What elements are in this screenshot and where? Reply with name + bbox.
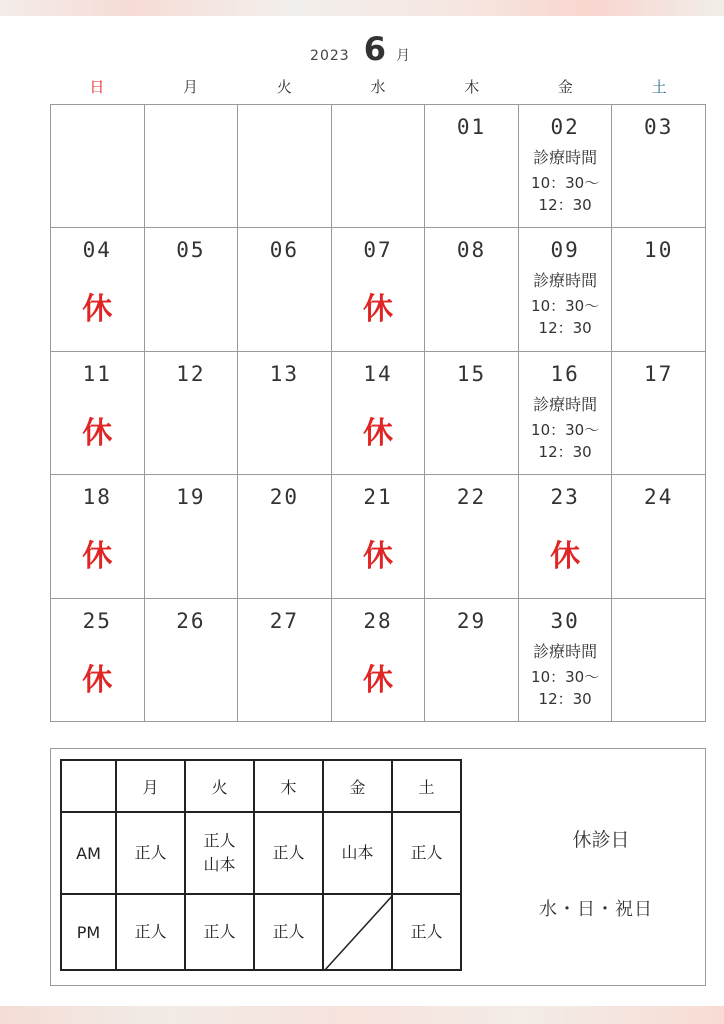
closed-days-title: 休診日 [572,829,630,851]
calendar-day-cell [612,599,706,722]
calendar-day-cell [145,352,239,475]
calendar-day-cell [238,105,332,228]
calendar-day-cell [332,105,426,228]
schedule-doctor-cell: 正人 [392,894,461,970]
day-number: 25 [82,608,112,633]
calendar-title [0,30,724,68]
schedule-doctor-cell: 正人 [254,894,323,970]
schedule-closed-slot [323,894,392,970]
calendar-day-cell [612,105,706,228]
closed-mark: 休 [550,539,581,575]
year-label: 2023 [310,48,350,64]
schedule-day-header: 火 [185,760,254,812]
calendar-day-cell [519,475,613,598]
calendar-day-cell [238,599,332,722]
calendar-day-cell [425,352,519,475]
day-number: 01 [456,115,487,139]
closed-mark: 休 [82,539,113,575]
closed-mark: 休 [362,539,393,575]
closed-mark: 休 [82,662,113,698]
day-number: 17 [644,361,674,386]
day-number: 30 [550,608,580,633]
day-number: 29 [456,608,487,633]
consultation-hours-label: 診療時間 [533,271,598,291]
doctor-schedule-table [60,759,462,971]
schedule-doctor-cell: 正人 [185,894,254,970]
closed-mark: 休 [362,292,393,328]
calendar-day-cell [425,105,519,228]
calendar-day-cell [238,475,332,598]
day-number: 09 [550,238,580,263]
calendar-day-cell [145,228,239,351]
schedule-doctor-cell: 正人 [116,812,185,894]
day-number: 03 [644,115,674,139]
day-number: 27 [269,608,300,633]
schedule-info-box [50,748,706,986]
closed-mark: 休 [82,292,113,328]
calendar-day-cell [425,599,519,722]
calendar-day-cell [145,475,239,598]
schedule-doctor-cell: 正人 [254,812,323,894]
calendar-day-cell [332,599,426,722]
calendar-day-cell [51,228,145,351]
calendar-day-cell [519,352,613,475]
bottom-decorative-band [0,1006,724,1024]
calendar-day-cell [519,599,613,722]
schedule-corner-cell [61,760,116,812]
schedule-day-header: 金 [323,760,392,812]
day-number: 26 [176,608,206,633]
weekday-label: 水 [370,78,386,96]
schedule-doctor-cell: 山本 [323,812,392,894]
consultation-hours-time: 10：30〜 12：30 [531,420,600,461]
calendar-day-cell [332,475,426,598]
closed-mark: 休 [362,415,393,451]
calendar-day-cell [238,228,332,351]
consultation-hours-label: 診療時間 [533,394,598,414]
weekday-label: 土 [651,78,667,96]
calendar-day-cell [145,599,239,722]
day-number: 11 [82,361,112,386]
consultation-hours-label: 診療時間 [533,148,598,167]
day-number: 05 [176,238,206,263]
calendar-day-cell [519,228,613,351]
consultation-hours-time: 10：30〜 12：30 [531,297,600,338]
schedule-day-header: 土 [392,760,461,812]
calendar-day-cell [612,352,706,475]
calendar-day-cell [612,475,706,598]
calendar-day-cell [51,105,145,228]
weekday-label: 金 [557,78,573,96]
day-number: 22 [456,485,487,510]
calendar-day-cell [612,228,706,351]
month-suffix: 月 [395,48,410,64]
calendar-day-cell [519,105,613,228]
day-number: 02 [550,115,580,139]
schedule-doctor-cell: 正人 山本 [185,812,254,894]
closed-days-list: 水・日・祝日 [539,899,653,920]
schedule-period-label: AM [61,812,116,894]
calendar-day-cell [238,352,332,475]
day-number: 08 [456,238,487,263]
calendar-day-cell [51,475,145,598]
closed-mark: 休 [362,662,393,698]
schedule-doctor-cell: 正人 [392,812,461,894]
top-decorative-band [0,0,724,16]
day-number: 14 [363,361,393,386]
weekday-label: 日 [89,78,105,96]
consultation-hours-time: 10：30〜 12：30 [531,174,600,214]
schedule-day-header: 月 [116,760,185,812]
day-number: 20 [269,485,300,510]
day-number: 18 [82,485,112,510]
calendar-grid [50,104,706,722]
day-number: 19 [176,485,206,510]
day-number: 10 [644,238,674,263]
month-number: 6 [363,30,386,68]
day-number: 15 [456,361,487,386]
weekday-label: 火 [276,78,292,96]
consultation-hours-time: 10：30〜 12：30 [531,667,600,708]
closed-mark: 休 [82,415,113,451]
day-number: 21 [363,485,393,510]
weekday-label: 月 [183,78,199,96]
calendar-day-cell [332,352,426,475]
calendar-day-cell [425,475,519,598]
day-number: 06 [269,238,300,263]
day-number: 23 [550,485,580,510]
day-number: 24 [644,485,674,510]
weekday-header-row [50,76,706,100]
day-number: 28 [363,608,393,633]
schedule-doctor-cell: 正人 [116,894,185,970]
calendar-day-cell [425,228,519,351]
calendar-day-cell [332,228,426,351]
schedule-day-header: 木 [254,760,323,812]
weekday-label: 木 [464,78,480,96]
day-number: 07 [363,238,393,263]
calendar-day-cell [51,599,145,722]
schedule-period-label: PM [61,894,116,970]
day-number: 04 [82,238,112,263]
day-number: 12 [176,361,206,386]
calendar-day-cell [145,105,239,228]
calendar-day-cell [51,352,145,475]
day-number: 16 [550,361,580,386]
day-number: 13 [269,361,300,386]
consultation-hours-label: 診療時間 [533,641,598,661]
